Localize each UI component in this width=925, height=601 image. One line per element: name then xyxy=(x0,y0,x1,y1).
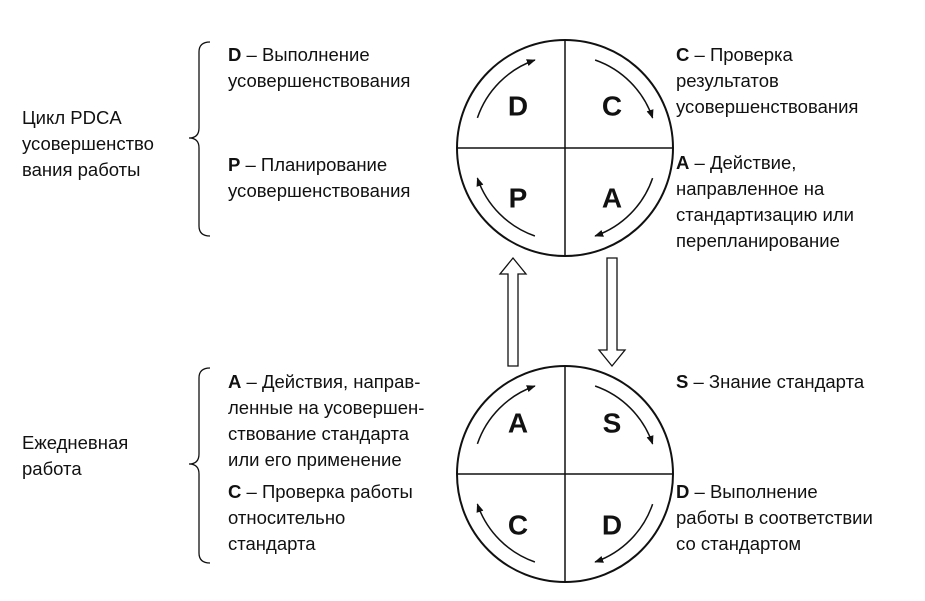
hollow-up-arrow xyxy=(500,258,526,366)
top-group-label: Цикл PDCA усовершенство вания работы xyxy=(22,107,154,180)
top-step-a-description: A – Действие, направленное на стандартизацию или перепланирование xyxy=(676,152,854,251)
bottom-circle-letter-bottom-left: C xyxy=(507,509,529,541)
bottom-step-d-description: D – Выполнение работы в соответствии со стандартом xyxy=(676,481,873,554)
top-step-c-description: C – Проверка результатов усовершенствования xyxy=(676,44,859,117)
top-step-d-description: D – Выполнение усовершенствования xyxy=(228,44,411,91)
bottom-circle-letter-top-right: S xyxy=(602,407,622,439)
bottom-brace xyxy=(189,368,210,563)
top-circle-letter-top-left: D xyxy=(507,90,529,122)
top-brace xyxy=(189,42,210,236)
bottom-step-s-description: S – Знание стандарта xyxy=(676,371,865,392)
bottom-sdca-circle xyxy=(457,366,673,582)
bottom-step-c-description: C – Проверка работы относительно стандарта xyxy=(228,481,413,554)
bottom-group-label: Ежедневная работа xyxy=(22,432,129,479)
hollow-down-arrow xyxy=(599,258,625,366)
bottom-circle-letter-top-left: A xyxy=(507,407,529,439)
top-pdca-circle xyxy=(457,40,673,256)
top-circle-letter-top-right: C xyxy=(601,90,623,122)
bottom-circle-letter-bottom-right: D xyxy=(601,509,623,541)
top-step-p-description: P – Планирование усовершенствования xyxy=(228,154,411,201)
bottom-step-a-description: A – Действия, направ- ленные на усовершен- ствование стандарта или его применение xyxy=(228,371,425,470)
top-circle-letter-bottom-right: A xyxy=(601,182,623,214)
top-circle-letter-bottom-left: P xyxy=(508,182,528,214)
